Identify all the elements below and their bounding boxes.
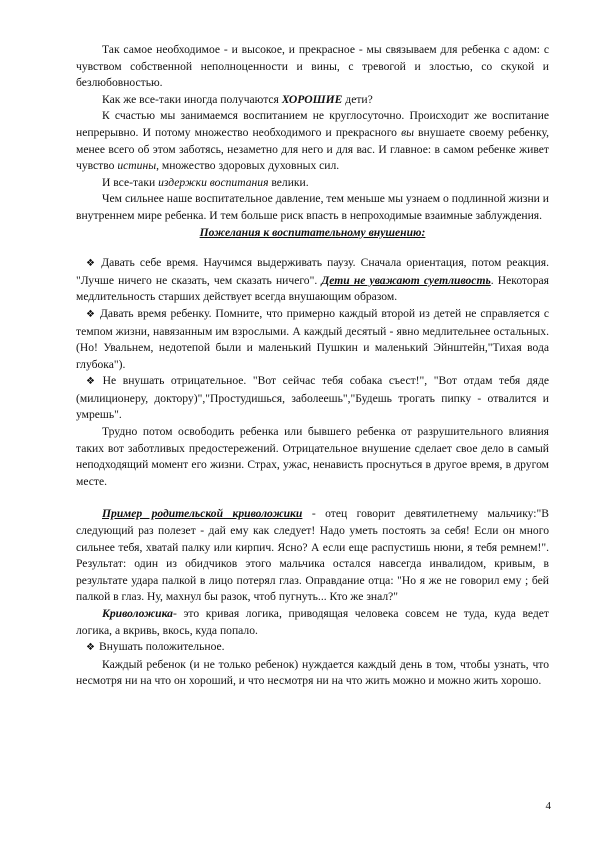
emphasis: Дети не уважают суетливость <box>321 273 491 287</box>
emphasis: ХОРОШИЕ <box>281 92 343 106</box>
emphasis: Пример родительской криволожики <box>102 507 303 521</box>
document-body <box>76 42 549 690</box>
emphasis: издержки воспитания <box>158 175 269 189</box>
paragraph: Так самое необходимое - и высокое, и прекрасное - мы связываем для ребенка с адом: с чувством собственной неполноценности и вины, с тревогой и злостью, со скукой и безлюбовностью. <box>76 43 549 90</box>
paragraph: К счастью мы занимаемся воспитанием не круглосуточно. Происходит же воспитание непрерывно. И потому множество необходимого и прекрасного вы внушаете своему ребенку, менее всего об этом заботясь, незаметно для него и для вас. И главное: в самом ребенке живет чувство истины, множество здоровых духовных сил. <box>76 109 549 173</box>
paragraph: Криволожика- это кривая логика, приводящая человека совсем не туда, куда ведет логика, а вкривь, вкось, куда попало. <box>76 607 549 637</box>
diamond-bullet-icon: ❖ <box>86 642 95 654</box>
diamond-bullet-icon: ❖ <box>86 258 98 270</box>
bullet-item: ❖ Давать себе время. Научимся выдерживать паузу. Сначала ориентация, потом реакция. "Лучше ничего не сказать, чем сказать ничего". Дети не уважают суетливость. Некоторая медлительность старших действует всегда внушающим образом. <box>76 256 549 304</box>
paragraph: Как же все-таки иногда получаются ХОРОШИЕ дети? <box>102 92 373 106</box>
section-heading: Пожелания к воспитательному внушению: <box>199 225 426 239</box>
bullet-item: ❖ Внушать положительное. <box>86 640 225 654</box>
paragraph: Чем сильнее наше воспитательное давление, тем меньше мы узнаем о подлинной жизни и внутреннем мире ребенка. И тем больше риск впасть в непроходимые взаимные заблуждения. <box>76 192 549 222</box>
paragraph: Пример родительской криволожики - отец говорит девятилетнему мальчику:"В следующий раз полезет - дай ему как следует! Надо уметь постоять за себя! Если он много сильнее тебя, хватай палку или кирпич. Ясно? А если еще распустишь нюни, я тебя ремнем!". Результат: один из обидчиков этого мальчика остался навсегда инвалидом, кривым, в результате удара палкой в лицо потерял глаз. Оправдание отца: "Но я же не говорил ему ; бей палкой в глаз. Ну, махнул бы разок, чтоб пугнуть... Кто же знал?" <box>76 507 549 604</box>
emphasis: Криволожика <box>102 607 173 620</box>
emphasis: вы <box>401 125 414 139</box>
paragraph: Трудно потом освободить ребенка или бывшего ребенка от разрушительного влияния таких вот заботливых предостережений. Отрицательное внушение сделает свое дело в самый неподходящий момент его жизни. Страх, ужас, ненависть проснуться в другое время, в другом месте. <box>76 425 549 488</box>
bullet-item: ❖ Давать время ребенку. Помните, что примерно каждый второй из детей не справляется с темпом жизни, навязанным им взрослыми. А каждый десятый - явно медлительнее остальных. (Но! Увальнем, недотепой были и маленький Пушкин и маленький Эйнштейн,"Тихая вода глубока"). <box>76 306 549 371</box>
bullet-item: ❖ Не внушать отрицательное. "Вот сейчас тебя собака съест!", "Вот отдам тебя дяде (милиционеру, доктору)","Простудишься, заболеешь","Будешь трогать пипку - отвалится и умрешь". <box>76 374 550 422</box>
diamond-bullet-icon: ❖ <box>86 376 99 388</box>
page-number: 4 <box>545 800 551 812</box>
diamond-bullet-icon: ❖ <box>86 308 96 320</box>
paragraph: И все-таки издержки воспитания велики. <box>102 175 309 189</box>
emphasis: истины <box>117 159 157 173</box>
paragraph: Каждый ребенок (и не только ребенок) нуждается каждый день в том, чтобы узнать, что несмотря ни на что он хороший, и что несмотря ни на что жить можно и можно жить хорошо. <box>76 657 549 688</box>
